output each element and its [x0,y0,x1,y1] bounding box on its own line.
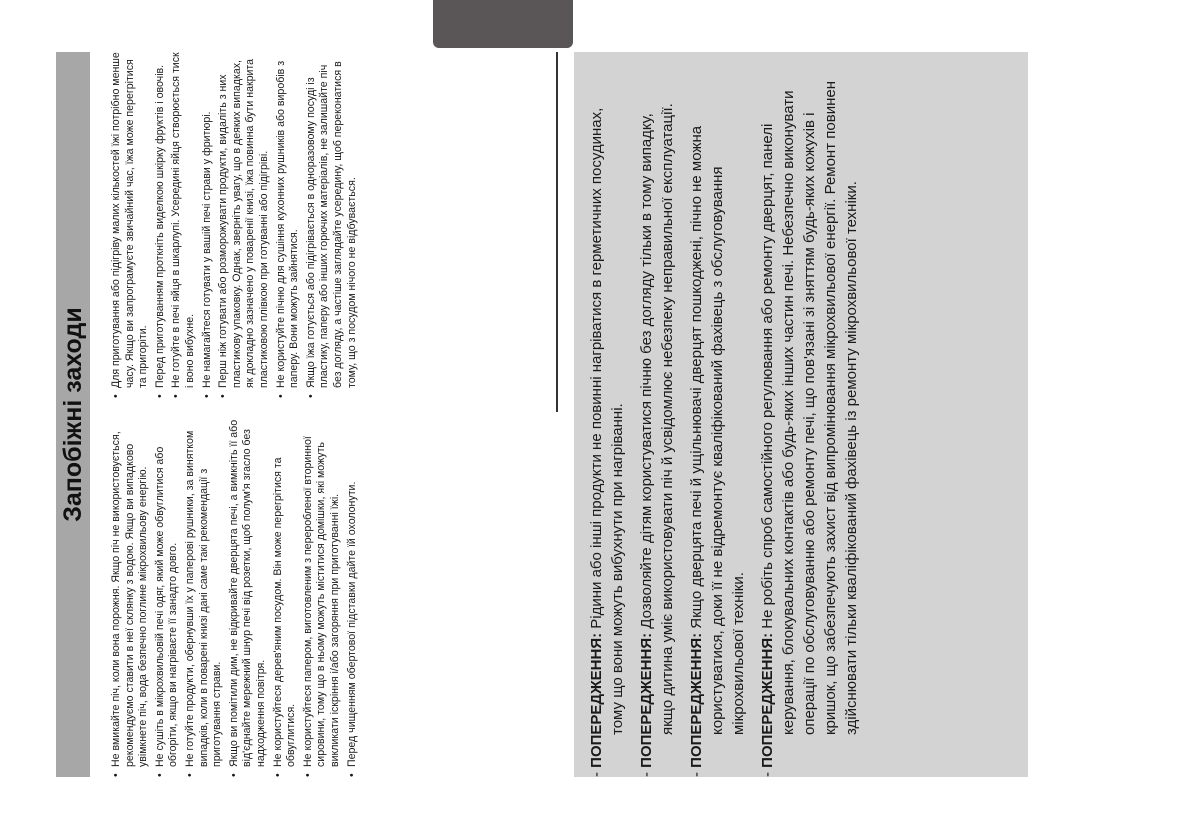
warning-label: ПОПЕРЕДЖЕННЯ: [638,632,655,768]
warning-item [757,77,862,777]
page-title: Запобіжні заходи [59,307,87,522]
warning-item [686,77,749,777]
warnings-block [586,77,1026,777]
warning-dash: - [759,772,776,777]
column-divider [556,52,558,412]
warning-text: Дозволяйте дітям користуватися пічню без догляду тільки в тому випадку, якщо дитина уміє використовувати піч й усвідомлює небезпеку неправильної експлуатації. [638,103,676,735]
list-item: • Якщо ви помітили дим, не відкривайте дверцята печі, а вимкніть її або від'єднайте мережний шнур печі від розетки, щоб полум'я згасло без надходження повітря. [228,417,269,767]
list-item: • Не намагайтеся готувати у вашій печі страви у фритюрі. [201,52,215,388]
list-item: • Не сушіть в мікрохвильовій печі одяг, який може обвуглитися або обгоріти, якщо ви нагріваєте її занадто довго. [154,417,181,767]
list-item: • Перш ніж готувати або розморожувати продукти, видаліть з них пластикову упаковку. Однак, зверніть увагу, що в деяких випадках, як докладно зазначено у поваренії книзі, їжа повинна бути накрита пластиковою плівкою при готуванні або підігріві. [217,52,271,388]
warning-label: ПОПЕРЕДЖЕННЯ: [688,632,705,768]
list-item: • Не вмикайте піч, коли вона порожня. Якщо піч не використовується, рекомендуємо ставити в неї склянку з водою. Якщо ви випадково увімкнете піч, вода безпечно поглине мікрохвильову енергію. [110,417,151,767]
list-item: • Не користуйтеся папером, виготовленим з переробленої вторинної сировини, тому що в ньому можуть міститися домішки, які можуть викликати іскріння і/або загоряння при приготуванні їжі. [302,417,343,767]
precautions-column-left [110,417,557,777]
list-item: • Для приготування або підігріву малих кількостей їжі потрібно менше часу. Якщо ви запрограмуєте звичайний час, їжа може перегрітися та пригоріти. [110,52,151,388]
warning-label: ПОПЕРЕДЖЕННЯ: [759,632,776,768]
warning-text: Не робіть спроб самостійного регулювання або ремонту дверцят, панелі керування, блокувальних контактів або будь-яких інших частин печі. Небезпечно виконувати операції по обслуговуванню або ремонту печі, що пов'язані зі зняттям будь-яких кожухів і кришок, що забезпечують захист від випромінювання мікрохвильової енергії. Ремонт повинен здійснювати тільки кваліфікований фахівець із ремонту мікрохвильової техніки. [759,81,860,735]
warning-dash: - [638,772,655,777]
precautions-column-right [110,52,550,398]
list-item: • Не готуйте продукти, обернувши їх у паперові рушники, за винятком випадків, коли в поварені книзі дані саме такі рекомендації з приготування страви. [184,417,225,767]
list-item: • Перед чищенням обертової підставки дайте їй охолонути. [346,417,360,767]
warning-item [586,77,628,777]
page-tab [433,0,573,48]
list-item: • Не готуйте в печі яйця в шкарлупі. Усередині яйця створюється тиск і воно вибухне. [170,52,197,388]
list-item: • Не користуйте пічню для сушіння кухонних рушників або виробів з паперу. Вони можуть зайнятися. [275,52,302,388]
warning-text: Якщо дверцята печі й ущільнювачі дверцят пошкоджені, пічно не можна користуватися, доки її не відремонтує кваліфікований фахівець з обслуговування мікрохвильової техніки. [688,125,747,735]
list-item: • Не користуйтеся дерев'яним посудом. Він може перегрітися та обвуглитися. [272,417,299,767]
warning-label: ПОПЕРЕДЖЕННЯ: [588,632,605,768]
list-item: • Перед приготуванням проткніть виделкою шкірку фруктів і овочів. [154,52,168,388]
list-item: • Якщо їжа готується або підігрівається в одноразовому посуді із пластику, паперу або інших горючих матеріалів, не залишайте піч без догляду, а частіше заглядайте усередину, щоб переконатися в тому, що з посудом нічого не відбувається. [305,52,359,388]
warning-dash: - [688,772,705,777]
warning-dash: - [588,772,605,777]
warning-text: Рідини або інші продукти не повинні нагріватися в герметичних посудинах, тому що вони можуть вибухнути при нагріванні. [588,107,626,735]
warning-item [636,77,678,777]
